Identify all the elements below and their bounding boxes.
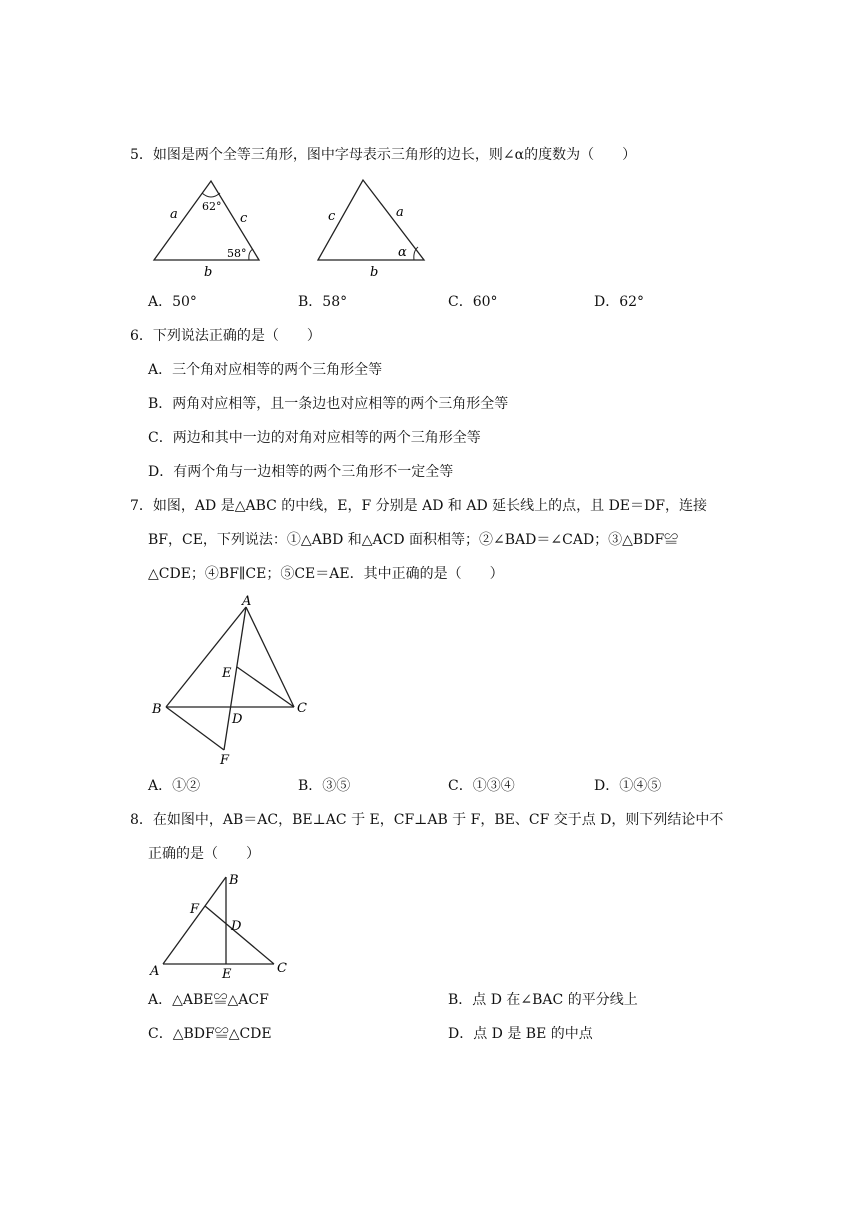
q7-option-b: B．③⑤ [298, 778, 351, 794]
q7-label-b: B [152, 702, 162, 717]
q6-option-c: C．两边和其中一边的对角对应相等的两个三角形全等 [148, 430, 481, 446]
q7-option-d: D．①④⑤ [594, 778, 662, 794]
q5-f1-label-b: b [204, 265, 213, 280]
question-7-stem-line-1: 7．如图，AD 是△ABC 的中线，E，F 分别是 AD 和 AD 延长线上的点，且 DE＝DF，连接 [130, 498, 707, 514]
q5-option-b: B．58° [298, 294, 348, 310]
q7-label-d: D [232, 712, 243, 727]
q5-f1-angle-58: 58° [227, 247, 247, 260]
q7-option-c: C．①③④ [448, 778, 515, 794]
q5-f2-label-c: c [328, 209, 336, 224]
q8-label-c: C [277, 961, 287, 976]
q5-f1-label-c: c [240, 211, 248, 226]
q8-label-a: A [150, 964, 160, 979]
q7-label-e: E [222, 666, 232, 681]
q8-option-a: A．△ABE≌△ACF [148, 992, 269, 1008]
q8-label-b: B [229, 873, 239, 888]
q5-option-a: A．50° [148, 294, 197, 310]
q6-option-a: A．三个角对应相等的两个三角形全等 [148, 362, 383, 378]
q5-f1-angle-62: 62° [202, 200, 222, 213]
q8-label-e: E [222, 967, 232, 982]
q6-option-b: B．两角对应相等，且一条边也对应相等的两个三角形全等 [148, 396, 509, 412]
q7-label-c: C [297, 701, 307, 716]
q5-option-d: D．62° [594, 294, 645, 310]
q5-f2-label-a: a [396, 205, 404, 220]
question-5-stem: 5．如图是两个全等三角形，图中字母表示三角形的边长，则∠α的度数为（ ） [130, 147, 637, 163]
q8-option-c: C．△BDF≌△CDE [148, 1026, 272, 1042]
q8-label-f: F [190, 902, 200, 917]
q5-f2-label-b: b [370, 265, 379, 280]
question-6-stem: 6．下列说法正确的是（ ） [130, 328, 321, 344]
q8-option-d: D．点 D 是 BE 的中点 [448, 1026, 593, 1042]
q7-label-a: A [242, 594, 252, 609]
q7-option-a: A．①② [148, 778, 201, 794]
q8-option-b: B．点 D 在∠BAC 的平分线上 [448, 992, 638, 1008]
q7-label-f: F [220, 753, 230, 768]
question-8-stem-line-1: 8．在如图中，AB＝AC，BE⊥AC 于 E，CF⊥AB 于 F，BE、CF 交于点 D，则下列结论中不 [130, 812, 724, 828]
question-7-stem-line-2: BF，CE，下列说法：①△ABD 和△ACD 面积相等；②∠BAD＝∠CAD；③△BDF≌ [148, 532, 679, 548]
question-7-stem-line-3: △CDE；④BF∥CE；⑤CE＝AE．其中正确的是（ ） [148, 566, 504, 582]
q8-label-d: D [231, 919, 242, 934]
q5-option-c: C．60° [448, 294, 498, 310]
q6-option-d: D．有两个角与一边相等的两个三角形不一定全等 [148, 464, 454, 480]
q5-f2-label-alpha: α [398, 245, 407, 260]
question-8-stem-line-2: 正确的是（ ） [148, 846, 260, 862]
q5-f1-label-a: a [170, 207, 178, 222]
